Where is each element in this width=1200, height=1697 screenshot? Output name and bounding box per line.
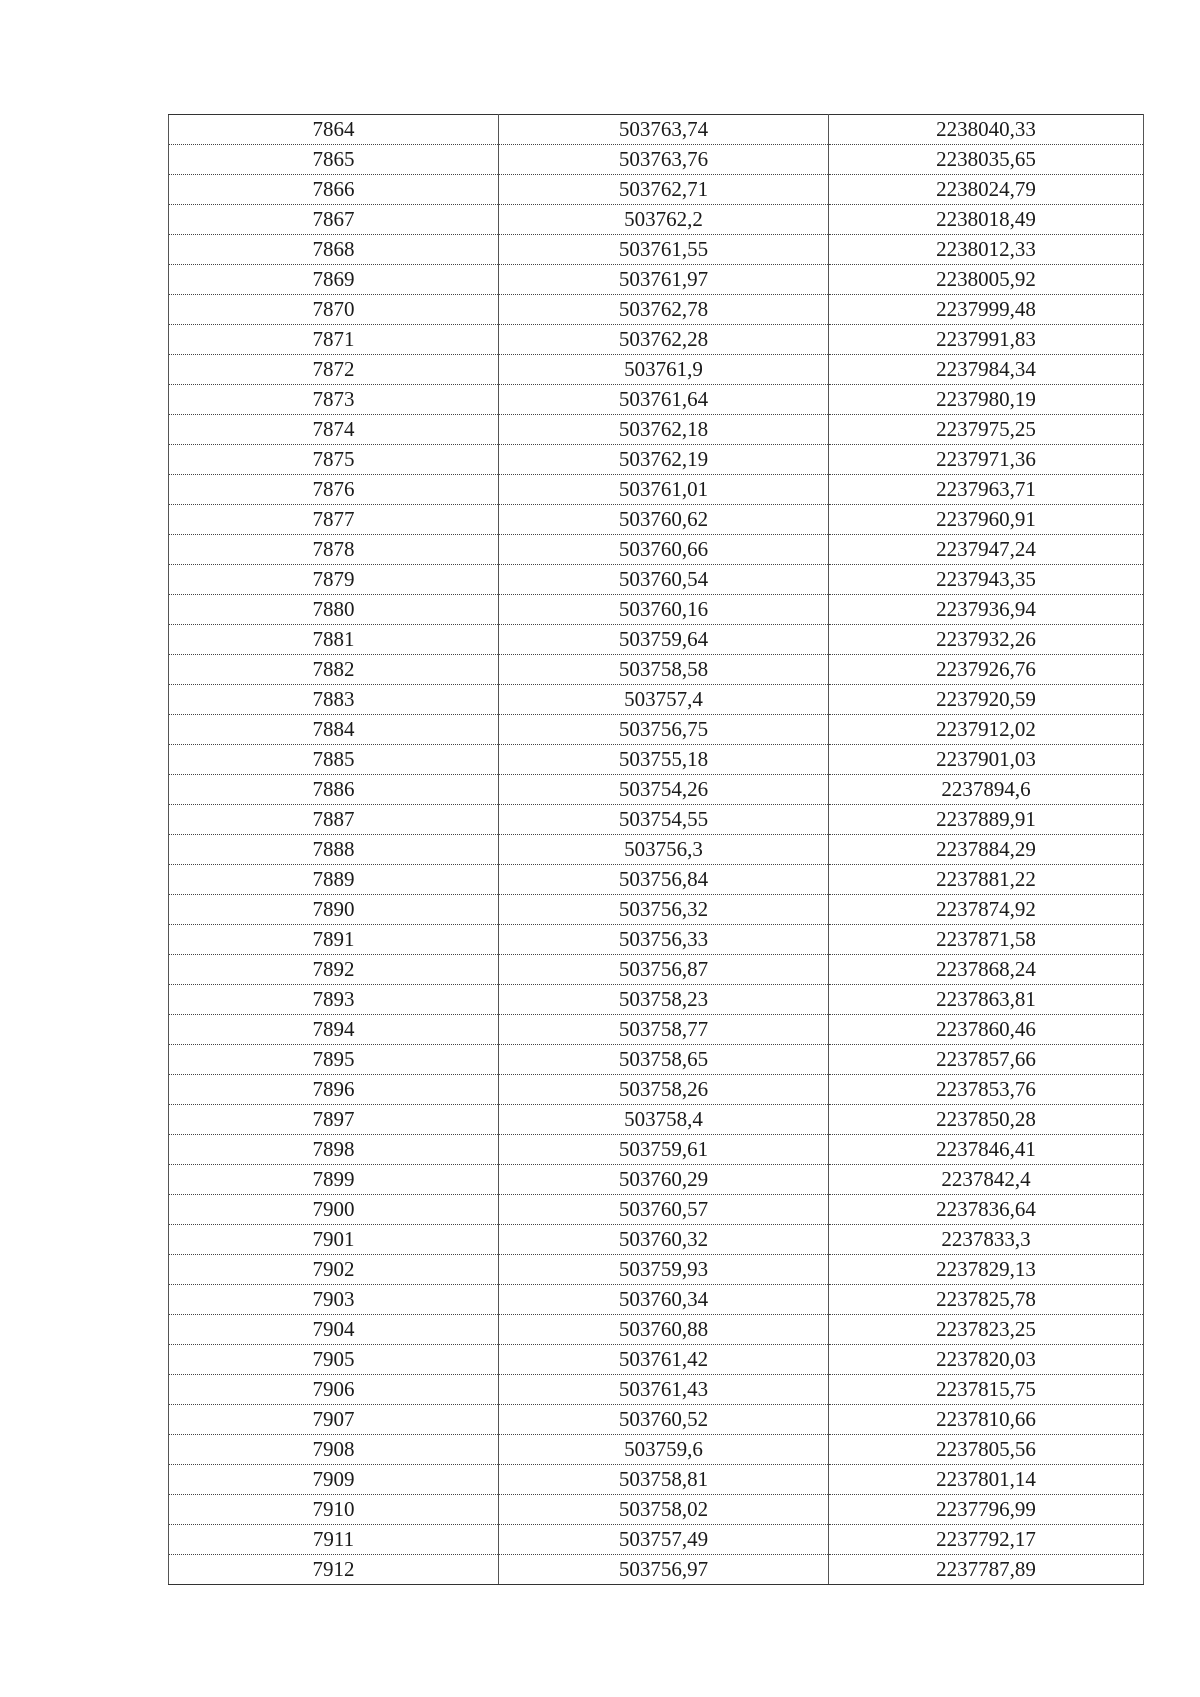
point-number-cell: 7890 (169, 895, 499, 925)
point-number-cell: 7872 (169, 355, 499, 385)
point-number-cell: 7881 (169, 625, 499, 655)
x-coordinate-cell: 503761,42 (499, 1345, 829, 1375)
table-row (169, 1315, 1144, 1345)
table-row (169, 1255, 1144, 1285)
table-row (169, 775, 1144, 805)
table-row (169, 1195, 1144, 1225)
point-number-cell: 7894 (169, 1015, 499, 1045)
table-row (169, 265, 1144, 295)
point-number-cell: 7907 (169, 1405, 499, 1435)
point-number-cell: 7898 (169, 1135, 499, 1165)
x-coordinate-cell: 503762,19 (499, 445, 829, 475)
x-coordinate-cell: 503756,87 (499, 955, 829, 985)
point-number-cell: 7911 (169, 1525, 499, 1555)
x-coordinate-cell: 503760,62 (499, 505, 829, 535)
x-coordinate-cell: 503755,18 (499, 745, 829, 775)
table-row (169, 655, 1144, 685)
y-coordinate-cell: 2237971,36 (829, 445, 1144, 475)
table-row (169, 445, 1144, 475)
x-coordinate-cell: 503754,26 (499, 775, 829, 805)
point-number-cell: 7888 (169, 835, 499, 865)
table-row (169, 415, 1144, 445)
x-coordinate-cell: 503760,52 (499, 1405, 829, 1435)
x-coordinate-cell: 503758,77 (499, 1015, 829, 1045)
table-row (169, 955, 1144, 985)
table-row (169, 145, 1144, 175)
y-coordinate-cell: 2237805,56 (829, 1435, 1144, 1465)
table-row (169, 985, 1144, 1015)
x-coordinate-cell: 503754,55 (499, 805, 829, 835)
table-row (169, 1495, 1144, 1525)
y-coordinate-cell: 2237801,14 (829, 1465, 1144, 1495)
x-coordinate-cell: 503760,34 (499, 1285, 829, 1315)
x-coordinate-cell: 503758,58 (499, 655, 829, 685)
x-coordinate-cell: 503756,33 (499, 925, 829, 955)
y-coordinate-cell: 2238040,33 (829, 115, 1144, 145)
table-row (169, 1045, 1144, 1075)
coordinates-table-body (169, 115, 1144, 1585)
coordinates-table (168, 114, 1144, 1585)
x-coordinate-cell: 503756,97 (499, 1555, 829, 1585)
x-coordinate-cell: 503760,66 (499, 535, 829, 565)
x-coordinate-cell: 503761,01 (499, 475, 829, 505)
y-coordinate-cell: 2237943,35 (829, 565, 1144, 595)
point-number-cell: 7895 (169, 1045, 499, 1075)
y-coordinate-cell: 2237984,34 (829, 355, 1144, 385)
table-row (169, 205, 1144, 235)
y-coordinate-cell: 2237787,89 (829, 1555, 1144, 1585)
y-coordinate-cell: 2237810,66 (829, 1405, 1144, 1435)
x-coordinate-cell: 503762,78 (499, 295, 829, 325)
table-row (169, 865, 1144, 895)
y-coordinate-cell: 2238012,33 (829, 235, 1144, 265)
point-number-cell: 7902 (169, 1255, 499, 1285)
x-coordinate-cell: 503756,84 (499, 865, 829, 895)
point-number-cell: 7884 (169, 715, 499, 745)
point-number-cell: 7876 (169, 475, 499, 505)
y-coordinate-cell: 2237823,25 (829, 1315, 1144, 1345)
y-coordinate-cell: 2237932,26 (829, 625, 1144, 655)
y-coordinate-cell: 2237999,48 (829, 295, 1144, 325)
table-row (169, 325, 1144, 355)
x-coordinate-cell: 503756,32 (499, 895, 829, 925)
x-coordinate-cell: 503760,16 (499, 595, 829, 625)
x-coordinate-cell: 503760,54 (499, 565, 829, 595)
x-coordinate-cell: 503763,76 (499, 145, 829, 175)
table-row (169, 1375, 1144, 1405)
table-row (169, 1435, 1144, 1465)
y-coordinate-cell: 2237884,29 (829, 835, 1144, 865)
x-coordinate-cell: 503758,26 (499, 1075, 829, 1105)
x-coordinate-cell: 503757,4 (499, 685, 829, 715)
point-number-cell: 7887 (169, 805, 499, 835)
table-row (169, 235, 1144, 265)
point-number-cell: 7899 (169, 1165, 499, 1195)
x-coordinate-cell: 503762,71 (499, 175, 829, 205)
table-row (169, 1075, 1144, 1105)
table-row (169, 565, 1144, 595)
y-coordinate-cell: 2238035,65 (829, 145, 1144, 175)
y-coordinate-cell: 2237853,76 (829, 1075, 1144, 1105)
point-number-cell: 7882 (169, 655, 499, 685)
point-number-cell: 7877 (169, 505, 499, 535)
point-number-cell: 7878 (169, 535, 499, 565)
y-coordinate-cell: 2237796,99 (829, 1495, 1144, 1525)
point-number-cell: 7889 (169, 865, 499, 895)
y-coordinate-cell: 2237926,76 (829, 655, 1144, 685)
y-coordinate-cell: 2237842,4 (829, 1165, 1144, 1195)
table-row (169, 715, 1144, 745)
y-coordinate-cell: 2237920,59 (829, 685, 1144, 715)
y-coordinate-cell: 2238018,49 (829, 205, 1144, 235)
table-row (169, 595, 1144, 625)
x-coordinate-cell: 503759,64 (499, 625, 829, 655)
y-coordinate-cell: 2237829,13 (829, 1255, 1144, 1285)
x-coordinate-cell: 503756,75 (499, 715, 829, 745)
x-coordinate-cell: 503761,55 (499, 235, 829, 265)
y-coordinate-cell: 2237936,94 (829, 595, 1144, 625)
point-number-cell: 7905 (169, 1345, 499, 1375)
y-coordinate-cell: 2237868,24 (829, 955, 1144, 985)
y-coordinate-cell: 2237912,02 (829, 715, 1144, 745)
point-number-cell: 7885 (169, 745, 499, 775)
table-row (169, 475, 1144, 505)
y-coordinate-cell: 2237894,6 (829, 775, 1144, 805)
table-row (169, 1345, 1144, 1375)
y-coordinate-cell: 2237833,3 (829, 1225, 1144, 1255)
table-row (169, 685, 1144, 715)
y-coordinate-cell: 2237825,78 (829, 1285, 1144, 1315)
y-coordinate-cell: 2237836,64 (829, 1195, 1144, 1225)
x-coordinate-cell: 503763,74 (499, 115, 829, 145)
point-number-cell: 7864 (169, 115, 499, 145)
table-row (169, 385, 1144, 415)
y-coordinate-cell: 2237815,75 (829, 1375, 1144, 1405)
y-coordinate-cell: 2237947,24 (829, 535, 1144, 565)
table-row (169, 1465, 1144, 1495)
table-row (169, 355, 1144, 385)
table-row (169, 1405, 1144, 1435)
table-row (169, 1105, 1144, 1135)
table-row (169, 745, 1144, 775)
y-coordinate-cell: 2237991,83 (829, 325, 1144, 355)
table-row (169, 175, 1144, 205)
table-row (169, 805, 1144, 835)
y-coordinate-cell: 2237860,46 (829, 1015, 1144, 1045)
table-row (169, 115, 1144, 145)
table-row (169, 1225, 1144, 1255)
point-number-cell: 7871 (169, 325, 499, 355)
point-number-cell: 7873 (169, 385, 499, 415)
point-number-cell: 7910 (169, 1495, 499, 1525)
x-coordinate-cell: 503759,93 (499, 1255, 829, 1285)
x-coordinate-cell: 503760,29 (499, 1165, 829, 1195)
table-row (169, 1285, 1144, 1315)
x-coordinate-cell: 503762,2 (499, 205, 829, 235)
table-row (169, 505, 1144, 535)
table-row (169, 925, 1144, 955)
x-coordinate-cell: 503757,49 (499, 1525, 829, 1555)
x-coordinate-cell: 503762,28 (499, 325, 829, 355)
point-number-cell: 7883 (169, 685, 499, 715)
x-coordinate-cell: 503762,18 (499, 415, 829, 445)
point-number-cell: 7891 (169, 925, 499, 955)
y-coordinate-cell: 2237820,03 (829, 1345, 1144, 1375)
x-coordinate-cell: 503758,4 (499, 1105, 829, 1135)
point-number-cell: 7867 (169, 205, 499, 235)
point-number-cell: 7865 (169, 145, 499, 175)
point-number-cell: 7874 (169, 415, 499, 445)
point-number-cell: 7880 (169, 595, 499, 625)
y-coordinate-cell: 2237980,19 (829, 385, 1144, 415)
point-number-cell: 7893 (169, 985, 499, 1015)
x-coordinate-cell: 503760,32 (499, 1225, 829, 1255)
y-coordinate-cell: 2237963,71 (829, 475, 1144, 505)
y-coordinate-cell: 2237960,91 (829, 505, 1144, 535)
x-coordinate-cell: 503761,9 (499, 355, 829, 385)
point-number-cell: 7886 (169, 775, 499, 805)
point-number-cell: 7908 (169, 1435, 499, 1465)
point-number-cell: 7900 (169, 1195, 499, 1225)
x-coordinate-cell: 503756,3 (499, 835, 829, 865)
point-number-cell: 7901 (169, 1225, 499, 1255)
y-coordinate-cell: 2237850,28 (829, 1105, 1144, 1135)
x-coordinate-cell: 503759,61 (499, 1135, 829, 1165)
y-coordinate-cell: 2237871,58 (829, 925, 1144, 955)
y-coordinate-cell: 2237901,03 (829, 745, 1144, 775)
point-number-cell: 7909 (169, 1465, 499, 1495)
x-coordinate-cell: 503758,81 (499, 1465, 829, 1495)
x-coordinate-cell: 503761,43 (499, 1375, 829, 1405)
y-coordinate-cell: 2237846,41 (829, 1135, 1144, 1165)
y-coordinate-cell: 2237863,81 (829, 985, 1144, 1015)
y-coordinate-cell: 2237792,17 (829, 1525, 1144, 1555)
table-row (169, 1525, 1144, 1555)
x-coordinate-cell: 503761,97 (499, 265, 829, 295)
x-coordinate-cell: 503761,64 (499, 385, 829, 415)
point-number-cell: 7875 (169, 445, 499, 475)
table-row (169, 1015, 1144, 1045)
x-coordinate-cell: 503758,65 (499, 1045, 829, 1075)
table-row (169, 1165, 1144, 1195)
y-coordinate-cell: 2237874,92 (829, 895, 1144, 925)
point-number-cell: 7903 (169, 1285, 499, 1315)
point-number-cell: 7866 (169, 175, 499, 205)
point-number-cell: 7869 (169, 265, 499, 295)
x-coordinate-cell: 503759,6 (499, 1435, 829, 1465)
y-coordinate-cell: 2238005,92 (829, 265, 1144, 295)
point-number-cell: 7896 (169, 1075, 499, 1105)
y-coordinate-cell: 2237889,91 (829, 805, 1144, 835)
point-number-cell: 7868 (169, 235, 499, 265)
point-number-cell: 7879 (169, 565, 499, 595)
table-row (169, 895, 1144, 925)
x-coordinate-cell: 503760,57 (499, 1195, 829, 1225)
table-row (169, 535, 1144, 565)
point-number-cell: 7892 (169, 955, 499, 985)
table-row (169, 835, 1144, 865)
y-coordinate-cell: 2238024,79 (829, 175, 1144, 205)
point-number-cell: 7870 (169, 295, 499, 325)
x-coordinate-cell: 503758,23 (499, 985, 829, 1015)
y-coordinate-cell: 2237857,66 (829, 1045, 1144, 1075)
point-number-cell: 7906 (169, 1375, 499, 1405)
x-coordinate-cell: 503760,88 (499, 1315, 829, 1345)
point-number-cell: 7912 (169, 1555, 499, 1585)
point-number-cell: 7897 (169, 1105, 499, 1135)
table-row (169, 1135, 1144, 1165)
y-coordinate-cell: 2237975,25 (829, 415, 1144, 445)
table-row (169, 1555, 1144, 1585)
point-number-cell: 7904 (169, 1315, 499, 1345)
x-coordinate-cell: 503758,02 (499, 1495, 829, 1525)
y-coordinate-cell: 2237881,22 (829, 865, 1144, 895)
table-row (169, 295, 1144, 325)
table-row (169, 625, 1144, 655)
